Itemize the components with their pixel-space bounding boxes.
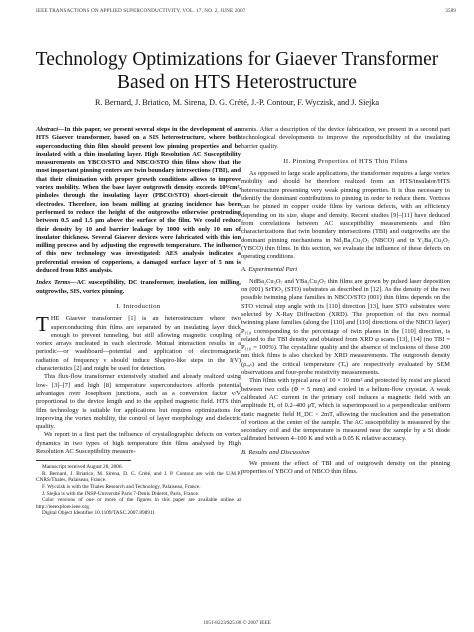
index-terms (36, 279, 241, 296)
paper-title: Technology Optimizations for Giaever Transformer Based on HTS Heterostructure (35, 49, 439, 93)
footnote-affiliation-3: J. Siejka is with the INSP-Université Paris 7-Denis Diderot, Paris, France. (42, 490, 200, 497)
section-heading-pinning: II. Pinning Properties of HTS Thin Films (283, 157, 408, 165)
right-column (241, 126, 450, 477)
index-terms-text: AC susceptibility, DC transformer, insulation, ion milling, outgrowths, SIS, vortex pinning. (36, 279, 241, 295)
footnote-received: Manuscript received August 28, 2006. (42, 464, 123, 471)
intro-paragraph-1 (36, 312, 241, 373)
left-column (36, 126, 241, 517)
experimental-paragraph-1: NdBa₂Cu₃O₇ and YBa₂Cu₃O₇ thin films are grown by pulsed laser deposition on (001) SrTiO₃ (STO) substrates as described in [12]. As the density of the two possible twinning plane families in NBCO/STO (001) thin films depends on the STO vicinal step angle with its [110] direction [13], bare STO substrates were selected by X-Ray Diffraction (XRD). The proportion of the two normal twinning plane families (along the [110] and [110] directions of the NBCO layer) P₁₁₀ corresponding to the percentage of twin planes in the [110] direction, is related to the TBI density and obtained from XRD φ scans [13], [14] (no TBI = P₁₁₀ = 100%). The crystalline quality and the absence of inclusions of these 200 nm thick films is also checked by XRD measurements. The outgrowth density (ρₒᵤₜ) and the critical temperature (Tₑ) are respectively evaluated by SEM observations and four-probe resistivity measurements. (241, 277, 450, 377)
footnotes (36, 464, 241, 517)
footnote-affiliation-1: R. Bernard, J. Briatico, M. Sirena, D. G. Crété, and J. P. Contour are with the U.M.P. CNRS/Thales, Palaiseau, France. (36, 470, 241, 484)
footnote-color-versions: Color versions of one or more of the figures in this paper are available online at http://ieeexplore.ieee.org. (36, 497, 241, 510)
abstract (36, 126, 241, 275)
intro-paragraph-1-text: HE Giaever transformer [1] is an heterostructure where two superconducting thin films are separated by an insulating layer thick enough to prevent tunneling, but still allowing magnetic coupling of vortex arrays nucleated in each electrode. Mutual interaction results in a periodic—or washboard—potential and application of electromagnetic radiation of frequency ν should induce Shapiro-like steps in the I(V) characteristics [2] and might be used for detection. (36, 315, 241, 373)
intro-paragraph-2: This flux-flow transformer extensively studied and already realized using low- [3]–[7] and high [8] temperature superconductors affords potential advantages over Josephson junctions, such as a conversion factor ν/V proportional to the device length and to the applied magnetic field. HTS thin film technology is suitable for applications but requires optimizations for improving the vortex mobility, the control of layer morphology and dielectric quality. (36, 373, 241, 431)
author-list: R. Bernard, J. Briatico, M. Sirena, D. G. Crété, J.-P. Contour, F. Wyczisk, and J. Siejka (95, 98, 379, 107)
index-terms-lead: Index Terms— (36, 279, 77, 287)
running-header (36, 8, 456, 18)
abstract-lead: Abstract— (36, 126, 65, 133)
results-paragraph-1: We present the effect of TBI and of outgrowth density on the pinning properties of YBCO and of NBCO thin films. (241, 459, 450, 476)
intro-paragraph-3: We report in a first part the influence of crystallographic defects on vortex dynamics in two types of high temperature thin films analysed by High Resolution AC Susceptibility measure- (36, 431, 241, 455)
subsection-heading-experimental: A. Experimental Part (241, 266, 298, 274)
abstract-text: In this paper, we present several steps in the development of an HTS Giaever transformer, based on a SIS heterostructure, where both superconducting thin film should present low pinning properties and be insulated with a thin insulating layer. High Resolution AC Susceptibility measurements on YBCO/STO and NBCO/STO thin films show that the most important pinning centers are twin boundary intersections (TBI), and that their elimination with proper growth conditions allows to improve vortex mobility. When the base layer outgrowth density exceeds 10⁸/cm², pinholes through the insulating layer (PBCO/STO) short-circuit the electrodes. Therefore, ion beam milling at grazing incidence has been performed to reduce the height of the outgrowths otherwise protruding between 0.5 and 1.5 μm above the surface of the film. We could reduce their density by 10 and barrier leakage by 1000 with only 10 nm of insulator thickness. Several Giaever devices were fabricated with this ion milling process and by adjusting the regrowth temperature. The influence of this new technology was investigated: AES analysis indicates a preferential erosion of copperions, a damaged surface layer of 5 nm is deduced from RBS analysis. (36, 126, 241, 275)
footnote-affiliation-2: F. Wyczisk is with the Thales Research and Technology, Palaiseau, France. (42, 484, 201, 491)
experimental-paragraph-2: Thin films with typical area of 10 × 10 mm² and protected by resist are placed between two coils (Φ = 5 mm) and cooled in a helium-flow cryostat. A weak calibrated AC current in the primary coil induces a magnetic field with an amplitude Hₐ of 0.2–400 μT, which is superimposed to a perpendicular uniform static magnetic field H_DC < 2mT, allowing the nucleation and the penetration of vortices at the center of the sample. The AC susceptibility is measured by the secondary coil and the temperature is measured near the sample by a Si diode calibrated between 4–100 K and with a 0.05 K relative accuracy. (241, 377, 450, 443)
journal-name: IEEE TRANSACTIONS ON APPLIED SUPERCONDUCTIVITY, VOL. 17, NO. 2, JUNE 2007 (36, 8, 246, 14)
pinning-paragraph-1: As opposed to large scale applications, the transformer requires a large vortex mobility and should be therefore realized from an HTS/insulator/HTS heterostructure presenting very weak pinning properties. It is thus necessary to identify the dominant contributions to pinning in order to reduce them. Vortices can be pinned in copper oxide films by various defects, with an efficiency depending on its size, shape and density. Recent studies [9]–[11] have deduced from correlations between AC susceptibility measurements and film characterizations that twin boundary intersections (TBI) and outgrowths are the dominant pinning mechanisms in Nd₁Ba₂Cu₃O₇ (NBCO) and in Y₁Ba₂Cu₃O₇ (YBCO) thin films. In this section, we evaluate the influence of these defects on operating conditions. (241, 170, 450, 261)
right-paragraph-continued: ments. After a description of the device fabrication, we present in a second part technological developments to improve the reproducibility of the insulating barrier quality. (241, 126, 450, 150)
page-number: 3589 (445, 8, 456, 14)
drop-cap: T (36, 312, 49, 337)
copyright-footer: 1051-8223/$25.00 © 2007 IEEE (203, 620, 271, 626)
footnote-doi: Digital Object Identifier 10.1109/TASC.2007.898911 (42, 510, 156, 517)
subsection-heading-results: B. Results and Discussion (241, 448, 310, 456)
section-heading-introduction: I. Introduction (116, 302, 161, 310)
